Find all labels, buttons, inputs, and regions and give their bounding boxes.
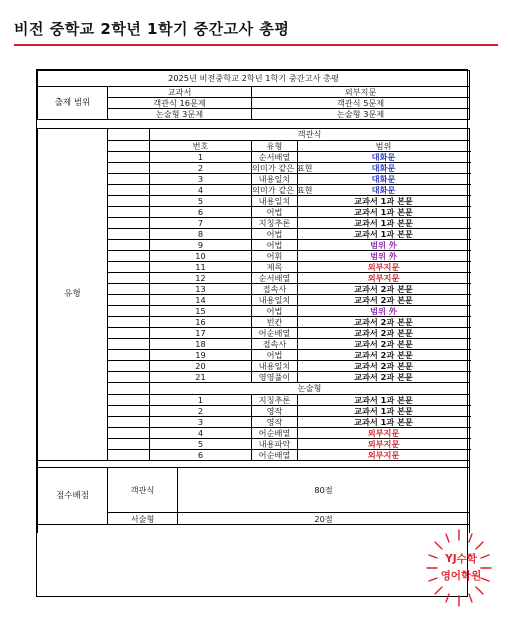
stamp-line1: YJ수학 <box>445 553 477 565</box>
left-gap <box>108 251 150 262</box>
question-type: 접속사 <box>252 284 298 295</box>
question-number: 19 <box>150 350 252 361</box>
spacer <box>38 461 470 468</box>
scoring-value: 20점 <box>178 513 470 525</box>
left-gap <box>108 262 150 273</box>
spacer-row <box>38 120 470 129</box>
essay-section-label: 논술형 <box>150 383 470 395</box>
scoring-row <box>38 468 470 513</box>
left-gap <box>108 273 150 284</box>
scoring-value: 80점 <box>178 468 470 513</box>
academy-stamp-icon <box>425 528 493 608</box>
question-number: 21 <box>150 372 252 383</box>
question-range: 대화문 <box>298 185 470 196</box>
spacer-row <box>38 461 470 468</box>
scope-label: 출제 범위 <box>38 87 108 120</box>
question-range: 교과서 1과 본문 <box>298 406 470 417</box>
left-gap <box>108 207 150 218</box>
scoring-label: 점수배점 <box>38 468 108 525</box>
question-range: 외부지문 <box>298 273 470 284</box>
spacer <box>38 525 470 534</box>
question-type: 어법 <box>252 240 298 251</box>
question-number: 15 <box>150 306 252 317</box>
question-number: 8 <box>150 229 252 240</box>
question-range: 교과서 2과 본문 <box>298 328 470 339</box>
table-title: 2025년 비전중학교 2학년 1학기 중간고사 총평 <box>38 71 470 87</box>
question-type: 내용일치 <box>252 174 298 185</box>
scope-textbook-essay: 논술형 3문제 <box>108 109 252 120</box>
left-gap <box>108 174 150 185</box>
question-type: 어휘 <box>252 251 298 262</box>
left-gap <box>108 395 150 406</box>
types-label: 유형 <box>38 129 108 461</box>
left-gap <box>108 196 150 207</box>
question-number: 6 <box>150 207 252 218</box>
question-number: 1 <box>150 152 252 163</box>
scope-textbook-header: 교과서 <box>108 87 252 98</box>
question-number: 7 <box>150 218 252 229</box>
left-gap <box>108 350 150 361</box>
question-type: 어법 <box>252 229 298 240</box>
question-type: 어순배열 <box>252 328 298 339</box>
header-type: 유형 <box>252 141 298 152</box>
header-number: 번호 <box>150 141 252 152</box>
left-gap <box>108 218 150 229</box>
question-number: 6 <box>150 450 252 461</box>
scoring-kind: 서술형 <box>108 513 178 525</box>
question-type: 어법 <box>252 350 298 361</box>
exam-summary-sheet <box>36 69 468 597</box>
question-number: 10 <box>150 251 252 262</box>
question-type: 내용일치 <box>252 196 298 207</box>
question-number: 12 <box>150 273 252 284</box>
question-range: 대화문 <box>298 174 470 185</box>
question-type: 영작 <box>252 417 298 428</box>
left-gap <box>108 152 150 163</box>
question-number: 11 <box>150 262 252 273</box>
question-range: 교과서 1과 본문 <box>298 229 470 240</box>
scope-external-mc: 객관식 5문제 <box>252 98 470 109</box>
question-range: 교과서 2과 본문 <box>298 317 470 328</box>
left-gap <box>108 339 150 350</box>
question-range: 교과서 1과 본문 <box>298 417 470 428</box>
question-number: 2 <box>150 406 252 417</box>
left-gap <box>108 406 150 417</box>
question-number: 9 <box>150 240 252 251</box>
question-type: 순서배열 <box>252 152 298 163</box>
table-title-row <box>38 71 470 87</box>
left-gap <box>108 328 150 339</box>
question-type: 내용파악 <box>252 439 298 450</box>
question-number: 5 <box>150 439 252 450</box>
question-type: 제목 <box>252 262 298 273</box>
mc-section-header-row <box>38 129 470 141</box>
question-type: 영영풀이 <box>252 372 298 383</box>
spacer-row <box>38 525 470 534</box>
scoring-kind: 객관식 <box>108 468 178 513</box>
left-gap <box>108 306 150 317</box>
header-range: 범위 <box>298 141 470 152</box>
question-number: 4 <box>150 428 252 439</box>
question-number: 3 <box>150 417 252 428</box>
question-range: 교과서 2과 본문 <box>298 361 470 372</box>
left-gap <box>108 450 150 461</box>
question-range: 외부지문 <box>298 439 470 450</box>
question-type: 의미가 같은 표현 <box>252 163 313 173</box>
question-type: 어순배열 <box>252 428 298 439</box>
question-number: 1 <box>150 395 252 406</box>
left-gap <box>108 295 150 306</box>
left-gap <box>108 372 150 383</box>
question-type: 어순배열 <box>252 450 298 461</box>
left-gap <box>108 417 150 428</box>
question-range: 범위 外 <box>298 251 470 262</box>
question-number: 18 <box>150 339 252 350</box>
question-type: 접속사 <box>252 339 298 350</box>
left-gap <box>108 229 150 240</box>
question-number: 2 <box>150 163 252 174</box>
question-type: 내용일치 <box>252 361 298 372</box>
left-gap <box>108 141 150 152</box>
scope-header-row <box>38 87 470 98</box>
scope-external-essay: 논술형 3문제 <box>252 109 470 120</box>
left-gap <box>108 284 150 295</box>
mc-section-label: 객관식 <box>150 129 470 141</box>
stamp-line2: 영어학원 <box>440 570 482 582</box>
left-gap <box>108 439 150 450</box>
question-number: 20 <box>150 361 252 372</box>
question-range: 범위 外 <box>298 306 470 317</box>
left-gap <box>108 185 150 196</box>
question-type: 어법 <box>252 207 298 218</box>
question-number: 4 <box>150 185 252 196</box>
question-type: 내용일치 <box>252 295 298 306</box>
question-type: 지칭추론 <box>252 218 298 229</box>
question-range: 교과서 2과 본문 <box>298 284 470 295</box>
question-type: 영작 <box>252 406 298 417</box>
summary-table <box>37 70 470 533</box>
question-range: 교과서 1과 본문 <box>298 218 470 229</box>
left-gap <box>108 383 150 395</box>
question-range: 교과서 1과 본문 <box>298 207 470 218</box>
question-range: 대화문 <box>298 152 470 163</box>
scope-textbook-mc: 객관식 16문제 <box>108 98 252 109</box>
left-gap <box>108 361 150 372</box>
scope-external-header: 외부지문 <box>252 87 470 98</box>
question-range: 외부지문 <box>298 428 470 439</box>
question-number: 5 <box>150 196 252 207</box>
question-range: 교과서 1과 본문 <box>298 395 470 406</box>
question-number: 3 <box>150 174 252 185</box>
question-range: 교과서 2과 본문 <box>298 350 470 361</box>
question-type: 어법 <box>252 306 298 317</box>
page-title: 비전 중학교 2학년 1학기 중간고사 총평 <box>14 20 290 38</box>
question-type: 순서배열 <box>252 273 298 284</box>
question-range: 범위 外 <box>298 240 470 251</box>
question-range: 교과서 2과 본문 <box>298 339 470 350</box>
question-number: 14 <box>150 295 252 306</box>
left-gap <box>108 240 150 251</box>
question-number: 17 <box>150 328 252 339</box>
question-type: 의미가 같은 표현 <box>252 185 313 195</box>
question-range: 교과서 2과 본문 <box>298 295 470 306</box>
question-range: 대화문 <box>298 163 470 174</box>
question-range: 외부지문 <box>298 450 470 461</box>
question-range: 교과서 2과 본문 <box>298 372 470 383</box>
left-gap <box>108 129 150 141</box>
left-gap <box>108 163 150 174</box>
question-number: 16 <box>150 317 252 328</box>
left-gap <box>108 428 150 439</box>
question-type: 빈칸 <box>252 317 298 328</box>
question-range: 교과서 1과 본문 <box>298 196 470 207</box>
question-range: 외부지문 <box>298 262 470 273</box>
question-type: 지칭추론 <box>252 395 298 406</box>
question-number: 13 <box>150 284 252 295</box>
left-gap <box>108 317 150 328</box>
title-underline <box>14 44 498 46</box>
